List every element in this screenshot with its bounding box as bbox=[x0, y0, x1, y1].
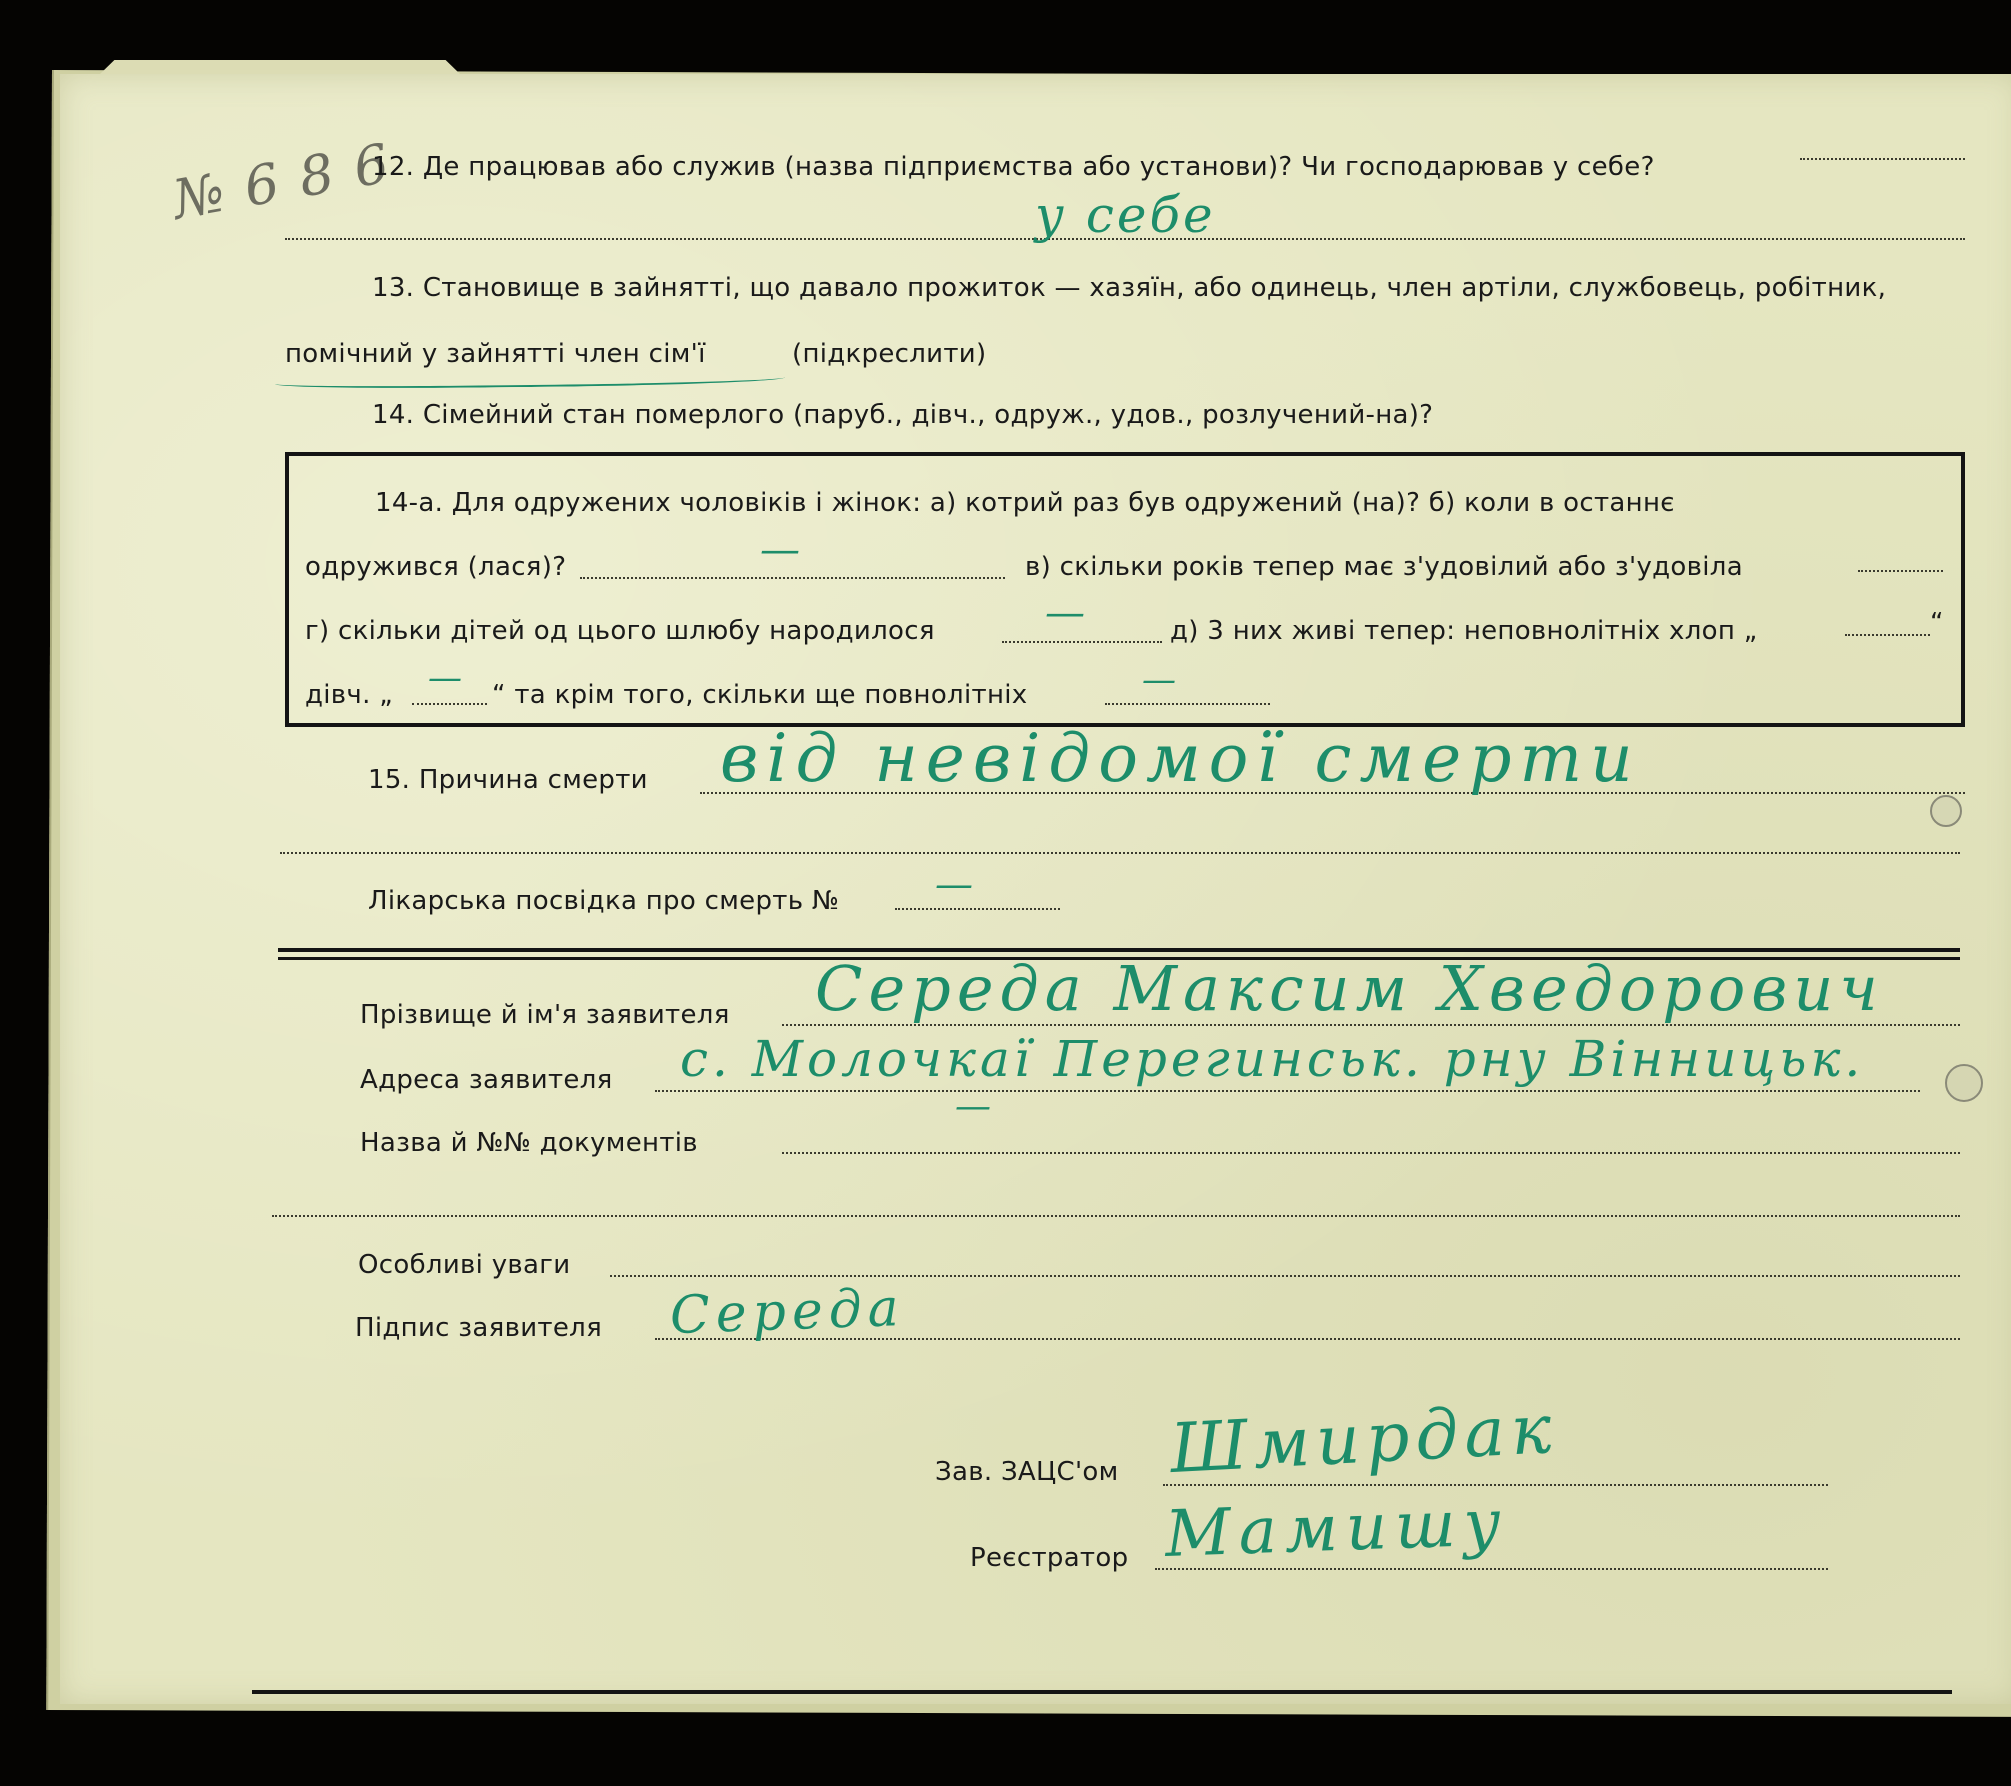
q14a-line3-answer-a: — bbox=[1045, 590, 1088, 636]
corner-number-note: № 6 8 6 bbox=[168, 131, 396, 232]
q15-answer: від невідомої смерти bbox=[720, 720, 1641, 797]
q14a-line2-label-b: в) скільки років тепер має з'удовілий або з'удовіла bbox=[1025, 552, 1743, 582]
paper-blot-right bbox=[1930, 795, 1962, 827]
q14a-line4-dots-b bbox=[1105, 703, 1270, 705]
documents-label: Назва й №№ документів bbox=[360, 1128, 698, 1158]
q14-label: 14. Сімейний стан померлого (паруб., дівч., одруж., удов., розлучений-на)? bbox=[372, 400, 1434, 430]
q12-answer: у себе bbox=[1035, 186, 1216, 244]
q15-label: 15. Причина смерти bbox=[368, 765, 648, 795]
q14a-line3-label-a: г) скільки дітей од цього шлюбу народилося bbox=[305, 616, 935, 646]
head-zags-signature: Шмирдак bbox=[1168, 1389, 1560, 1490]
paper-blot-right-2 bbox=[1945, 1064, 1983, 1102]
q14a-line4-label-b: “ та крім того, скільки ще повнолітніх bbox=[492, 680, 1028, 710]
q14a-line3-label-b: д) 3 них живі тепер: неповнолітніх хлоп „ bbox=[1170, 616, 1758, 646]
applicant-address-dotted-line bbox=[655, 1090, 1920, 1092]
notes-label: Особливі уваги bbox=[358, 1250, 571, 1280]
registrar-label: Реєстратор bbox=[970, 1543, 1129, 1573]
q14a-line2-label-a: одружився (лася)? bbox=[305, 552, 567, 582]
applicant-name-value: Середа Максим Хведорович bbox=[815, 952, 1884, 1025]
documents-value: — bbox=[955, 1086, 994, 1127]
q14a-line4-answer-a: — bbox=[428, 658, 465, 698]
q14a-line2-dots-b bbox=[1858, 570, 1943, 572]
q14a-line3-dots-b bbox=[1845, 634, 1930, 636]
q14a-line2-dots-a bbox=[580, 577, 1005, 579]
q15-dotted-line-2 bbox=[280, 852, 1960, 854]
documents-dotted-line bbox=[782, 1152, 1960, 1154]
q14a-line1: 14-а. Для одружених чоловіків і жінок: а) котрий раз був одружений (на)? б) коли в останнє bbox=[375, 488, 1675, 518]
notes-dotted-line bbox=[610, 1275, 1960, 1277]
q14a-line4-dots-a bbox=[412, 703, 487, 705]
paper-tab bbox=[100, 60, 460, 74]
q13-line1: 13. Становище в зайнятті, що давало прожиток — хазяїн, або одинець, член артіли, службовець, робітник, bbox=[372, 273, 1887, 303]
head-zags-label: Зав. ЗАЦС'ом bbox=[935, 1457, 1119, 1487]
applicant-address-label: Адреса заявителя bbox=[360, 1065, 613, 1095]
q12-label: 12. Де працював або служив (назва підприємства або установи)? Чи господарював у себе? bbox=[372, 152, 1655, 182]
applicant-name-label: Прізвище й ім'я заявителя bbox=[360, 1000, 730, 1030]
q14a-line4-label-a: дівч. „ bbox=[305, 680, 393, 710]
q13-underlined-option: помічний у зайнятті член сім'ї bbox=[285, 339, 706, 369]
registrar-signature: Мамишу bbox=[1163, 1486, 1510, 1572]
q14a-line3-close-quote: “ bbox=[1930, 608, 1944, 638]
q12-dotted-line-1 bbox=[1800, 158, 1965, 160]
medical-dotted-line bbox=[895, 908, 1060, 910]
documents-dotted-line-2 bbox=[272, 1215, 1960, 1217]
medical-answer: — bbox=[935, 862, 976, 906]
applicant-signature: Середа bbox=[669, 1277, 906, 1347]
q13-instruction: (підкреслити) bbox=[792, 339, 987, 369]
bottom-rule bbox=[252, 1690, 1952, 1694]
q14a-line3-dots-a bbox=[1002, 641, 1162, 643]
q14a-line2-answer-a: — bbox=[760, 527, 803, 573]
q14a-line4-answer-b: — bbox=[1142, 660, 1179, 700]
applicant-address-value: с. Молочкаї Перегинськ. рну Вінницьк. bbox=[680, 1030, 1865, 1088]
medical-label: Лікарська посвідка про смерть № bbox=[368, 886, 840, 916]
applicant-signature-label: Підпис заявителя bbox=[355, 1313, 603, 1343]
